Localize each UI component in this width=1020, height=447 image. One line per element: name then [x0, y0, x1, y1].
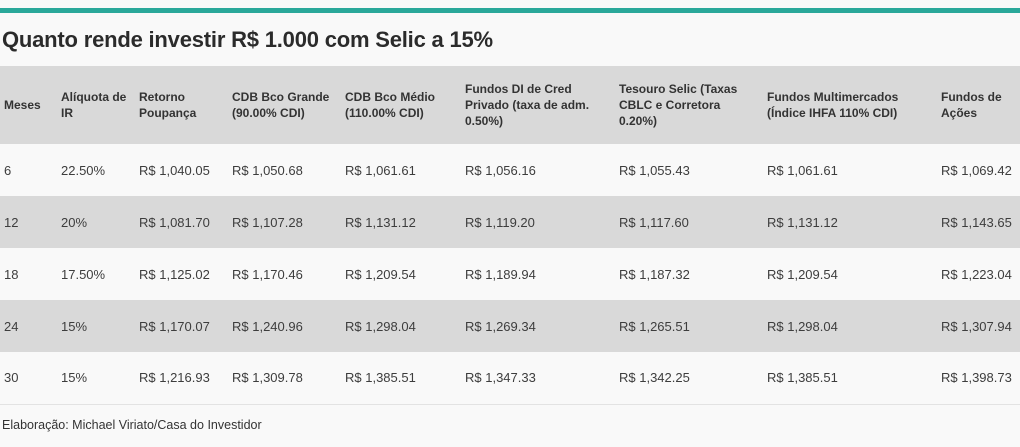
- table-cell: 30: [4, 370, 19, 386]
- table-cell: R$ 1,216.93: [139, 370, 210, 386]
- table-cell: 24: [4, 318, 19, 334]
- table-cell: R$ 1,125.02: [139, 266, 210, 282]
- table-cell: 6: [4, 162, 12, 178]
- table-cell: R$ 1,056.16: [465, 162, 536, 178]
- table-cell: 18: [4, 266, 19, 282]
- table-cell: R$ 1,307.94: [941, 318, 1012, 334]
- table-cell: R$ 1,187.32: [619, 266, 690, 282]
- table-cell: 15%: [61, 370, 88, 386]
- column-header-cdb-bco-medio: CDB Bco Médio (110.00% CDI): [345, 90, 435, 121]
- table-row: [0, 352, 1020, 404]
- table-cell: R$ 1,061.61: [345, 162, 416, 178]
- returns-table: [0, 66, 1020, 405]
- table-cell: R$ 1,040.05: [139, 162, 210, 178]
- column-header-meses: Meses: [4, 98, 41, 113]
- table-cell: R$ 1,209.54: [345, 266, 416, 282]
- header-row: [0, 66, 1020, 144]
- table-cell: R$ 1,131.12: [767, 214, 838, 230]
- table-row: [0, 300, 1020, 352]
- table-cell: R$ 1,061.61: [767, 162, 838, 178]
- table-cell: R$ 1,223.04: [941, 266, 1012, 282]
- table-cell: 17.50%: [61, 266, 106, 282]
- source-note: Elaboração: Michael Viriato/Casa do Investidor: [2, 417, 262, 432]
- table-cell: R$ 1,107.28: [232, 214, 303, 230]
- table-row: [0, 196, 1020, 248]
- column-header-fundos-di: Fundos DI de Cred Privado (taxa de adm. 0.50%): [465, 81, 590, 129]
- table-cell: R$ 1,055.43: [619, 162, 690, 178]
- table-row: [0, 248, 1020, 300]
- table-cell: R$ 1,240.96: [232, 318, 303, 334]
- table-cell: R$ 1,342.25: [619, 370, 690, 386]
- table-cell: R$ 1,050.68: [232, 162, 303, 178]
- column-header-tesouro-selic: Tesouro Selic (Taxas CBLC e Corretora 0.20%): [619, 81, 738, 129]
- table-cell: R$ 1,347.33: [465, 370, 536, 386]
- table-cell: 20%: [61, 214, 88, 230]
- table-cell: R$ 1,189.94: [465, 266, 536, 282]
- column-header-aliquota-ir: Alíquota de IR: [61, 90, 127, 121]
- table-cell: R$ 1,309.78: [232, 370, 303, 386]
- table-cell: R$ 1,269.34: [465, 318, 536, 334]
- column-header-retorno-poupanca: Retorno Poupança: [139, 90, 197, 121]
- column-header-cdb-bco-grande: CDB Bco Grande (90.00% CDI): [232, 90, 330, 121]
- table-cell: R$ 1,170.46: [232, 266, 303, 282]
- table-cell: R$ 1,298.04: [767, 318, 838, 334]
- table-cell: R$ 1,143.65: [941, 214, 1012, 230]
- table-cell: 12: [4, 214, 19, 230]
- table-cell: R$ 1,398.73: [941, 370, 1012, 386]
- table-cell: R$ 1,298.04: [345, 318, 416, 334]
- table-row: [0, 144, 1020, 196]
- investment-returns-infographic: [0, 8, 1020, 447]
- table-cell: R$ 1,119.20: [465, 214, 535, 230]
- table-cell: R$ 1,385.51: [345, 370, 416, 386]
- page-title: Quanto rende investir R$ 1.000 com Selic a 15%: [2, 27, 493, 52]
- table-cell: R$ 1,209.54: [767, 266, 838, 282]
- table-cell: R$ 1,081.70: [139, 214, 210, 230]
- table-cell: R$ 1,069.42: [941, 162, 1012, 178]
- table-cell: 15%: [61, 318, 88, 334]
- table-cell: R$ 1,131.12: [345, 214, 416, 230]
- column-header-fundos-acoes: Fundos de Ações: [941, 90, 1002, 121]
- table-cell: R$ 1,385.51: [767, 370, 838, 386]
- column-header-fundos-multimercados: Fundos Multimercados (Índice IHFA 110% CDI): [767, 90, 899, 121]
- table-cell: R$ 1,117.60: [619, 214, 689, 230]
- table-cell: R$ 1,265.51: [619, 318, 690, 334]
- table-cell: 22.50%: [61, 162, 106, 178]
- table-cell: R$ 1,170.07: [139, 318, 210, 334]
